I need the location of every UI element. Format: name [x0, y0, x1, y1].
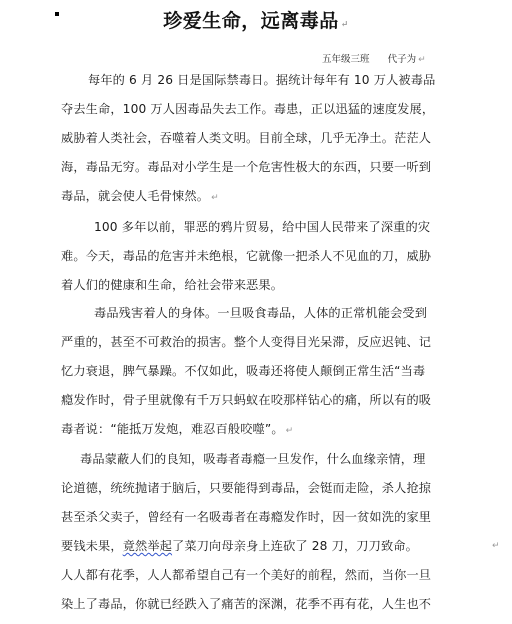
body-line [61, 187, 219, 205]
line-text: 了菜刀向母亲身上连砍了 28 刀，刀刀致命。 [172, 539, 418, 553]
body-line: 忆力衰退，脾气暴躁。不仅如此，吸毒还将使人颠倒正常生活“当毒 [61, 364, 426, 378]
body-line: 毒品残害着人的身体。一旦吸食毒品，人体的正常机能会受到 [94, 306, 428, 320]
spellcheck-underlined-text: 竟然举起 [122, 539, 173, 553]
byline-author: 代子为 [387, 54, 417, 65]
body-line: 毒品蒙蔽人们的良知，吸毒者毒瘾一旦发作，什么血缘亲情，理 [80, 452, 426, 466]
paragraph-mark-icon: ↵ [340, 20, 349, 30]
body-line: 每年的 6 月 26 日是国际禁毒日。据统计每年有 10 万人被毒品 [88, 73, 436, 87]
document-title [0, 6, 512, 33]
line-text: 毒品，就会使人毛骨悚然。 [61, 189, 210, 203]
title-text: 珍爱生命，远离毒品 [163, 10, 339, 32]
body-line: 难。今天，毒品的危害并未绝根，它就像一把杀人不见血的刀，威胁 [61, 249, 432, 263]
line-text: 毒者说：“能抵万发炮，难忍百般咬噬”。 [61, 422, 284, 436]
paragraph-mark-icon: ↵ [492, 541, 500, 551]
body-line: 甚至杀父卖子，曾经有一名吸毒者在毒瘾发作时，因一贫如洗的家里 [61, 510, 432, 524]
body-line: 威胁着人类社会，吞噬着人类文明。目前全球，几乎无净土。茫茫人 [61, 131, 432, 145]
paragraph-mark-icon: ↵ [418, 55, 426, 65]
byline-class: 五年级三班 [322, 54, 370, 65]
paragraph-mark-icon: ↵ [285, 426, 294, 436]
body-line: 染上了毒品，你就已经跌入了痛苦的深渊，花季不再有花，人生也不 [61, 597, 432, 611]
paragraph-mark-icon: ↵ [211, 193, 219, 203]
byline [322, 51, 426, 65]
line-text: 要钱未果， [61, 539, 123, 553]
body-line: 严重的，甚至不可救治的损害。整个人变得目光呆滞，反应迟钝、记 [61, 335, 432, 349]
body-line: 论道德，统统抛诸于脑后，只要能得到毒品，会铤而走险，杀人抢掠 [61, 481, 432, 495]
body-line: 夺去生命，100 万人因毒品失去工作。毒患，正以迅猛的速度发展， [61, 102, 435, 116]
body-line: 着人们的健康和生命，给社会带来恶果。 [61, 278, 284, 292]
body-line [61, 420, 293, 438]
body-line: 人人都有花季，人人都希望自己有一个美好的前程，然而，当你一旦 [61, 568, 432, 582]
body-line: 100 多年以前，罪恶的鸦片贸易，给中国人民带来了深重的灾 [94, 220, 431, 234]
body-line: 瘾发作时，骨子里就像有千万只蚂蚁在咬那样钻心的痛，所以有的吸 [61, 393, 432, 407]
body-line: 海，毒品无穷。毒品对小学生是一个危害性极大的东西，只要一听到 [61, 160, 432, 174]
body-line [61, 537, 418, 555]
